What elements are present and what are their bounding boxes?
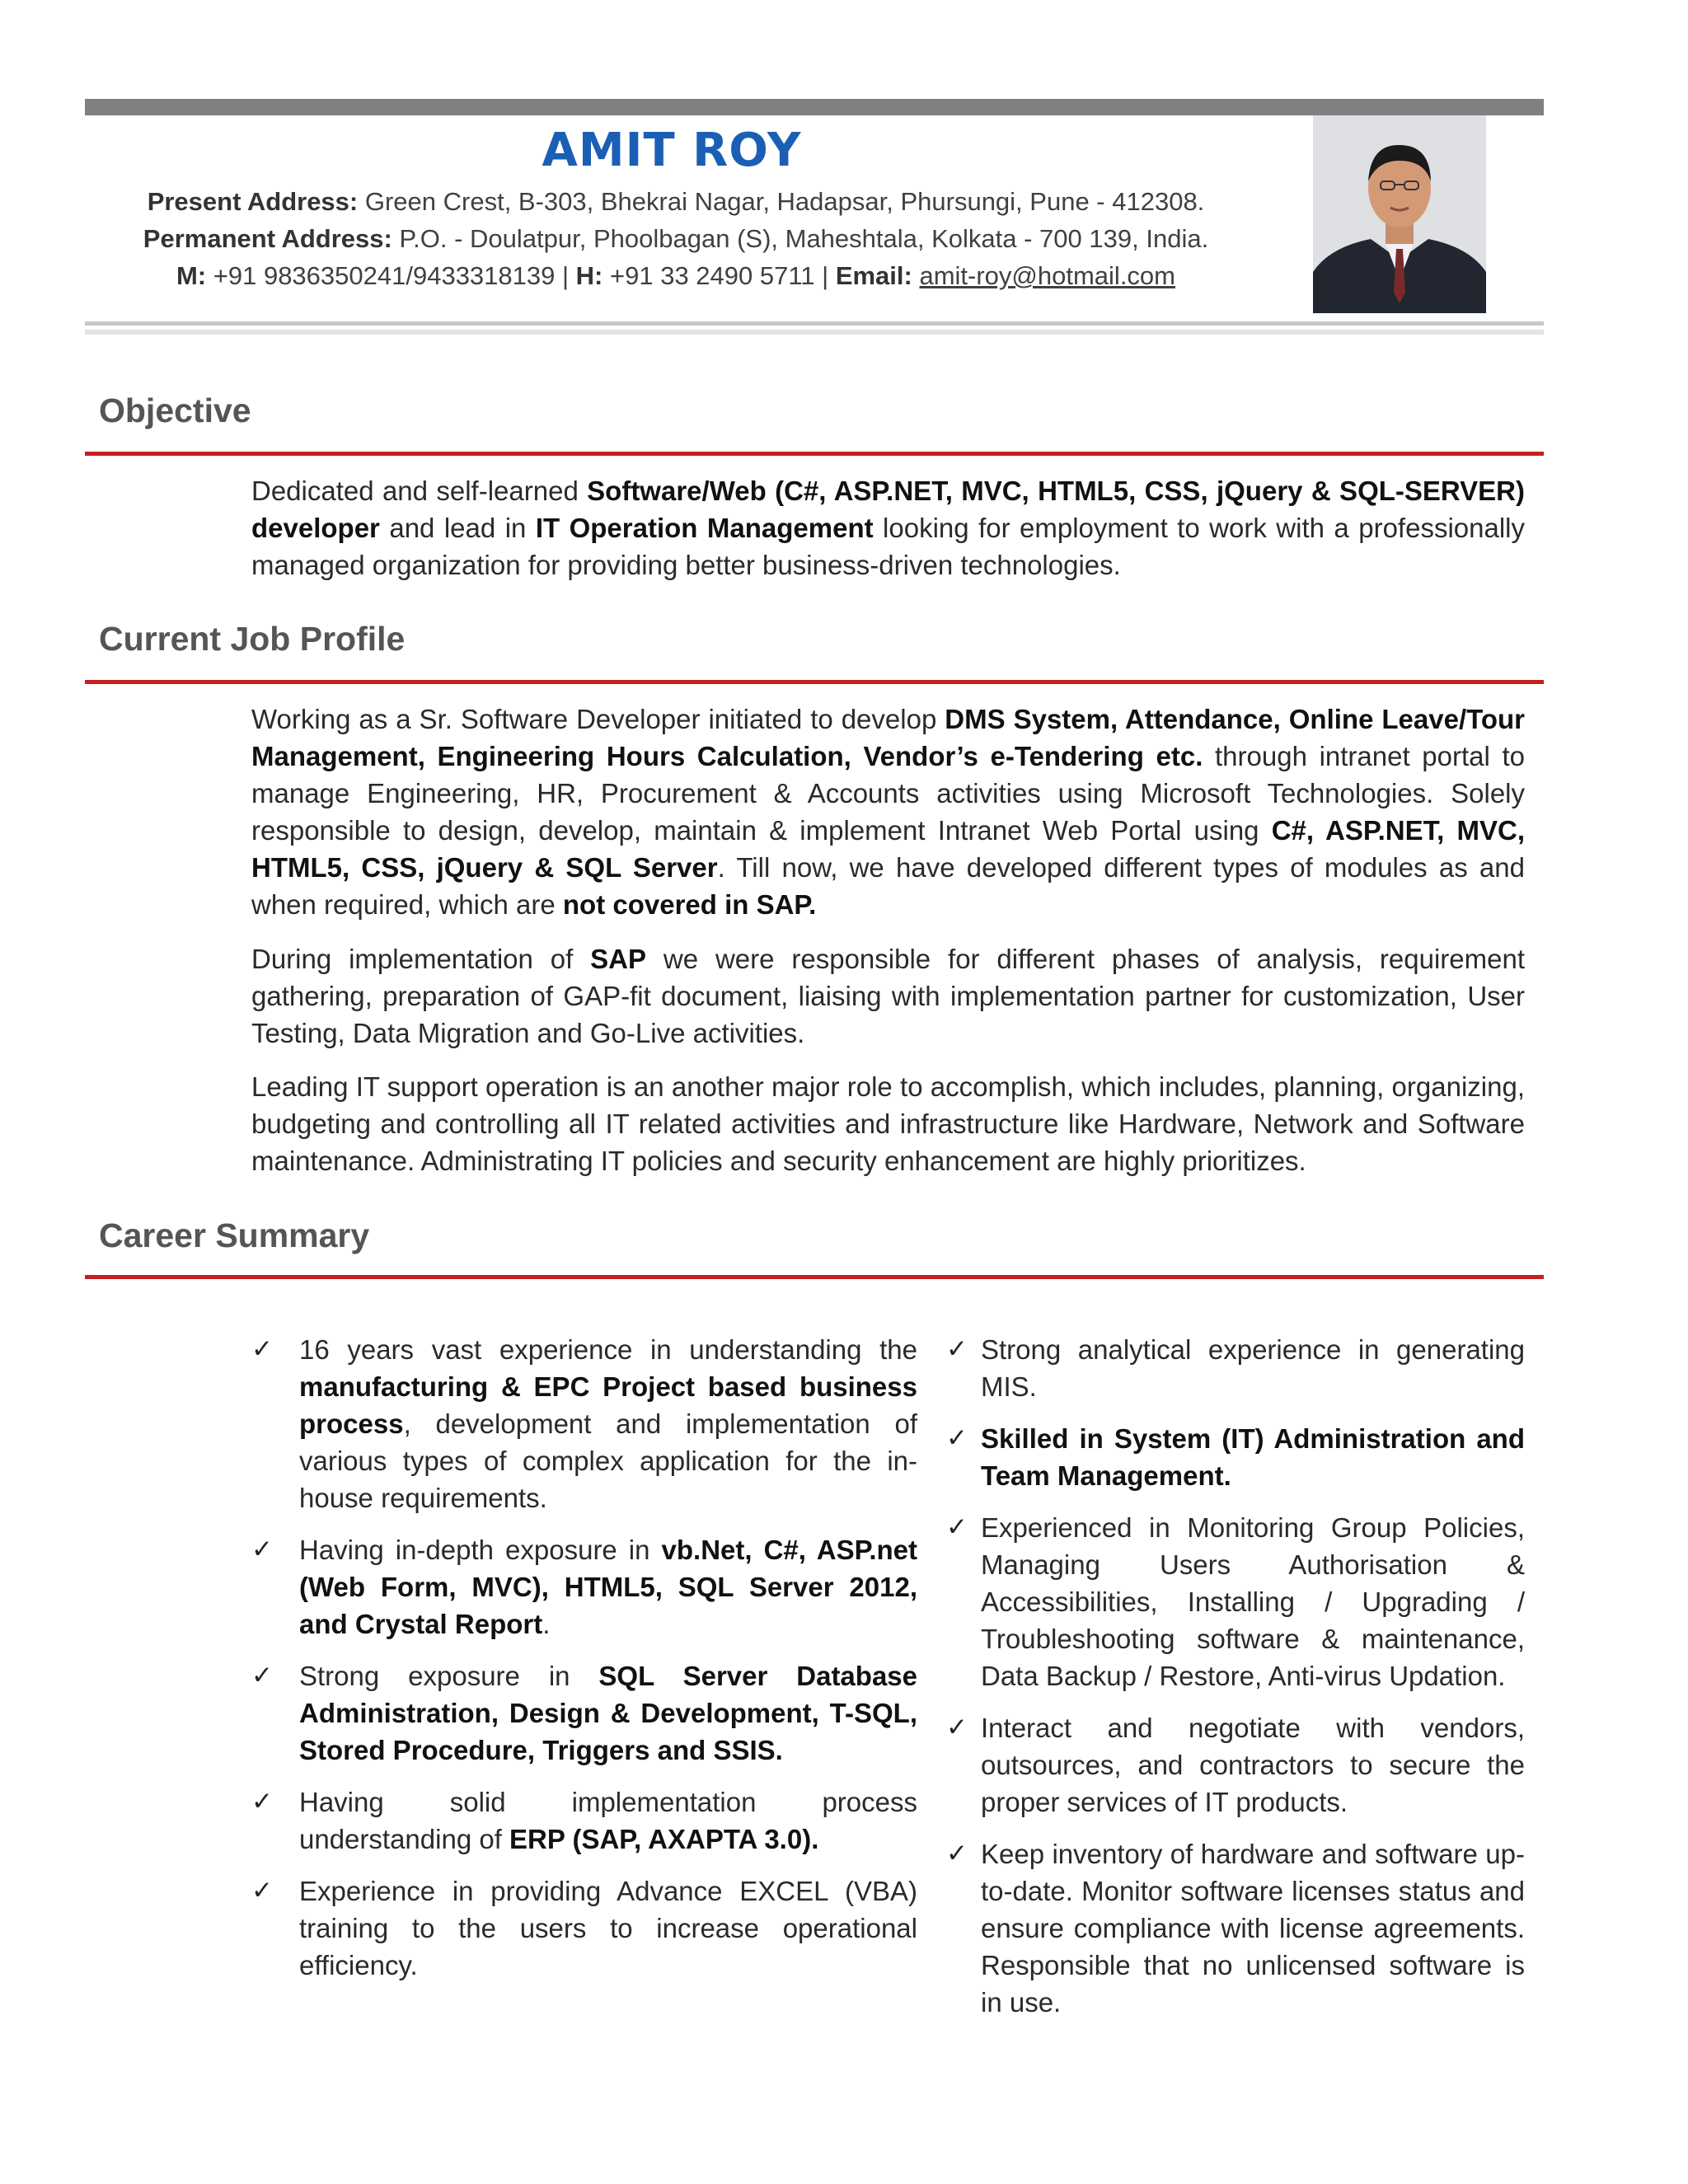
current-job-paragraph-2: During implementation of SAP we were responsible for different phases of analysis, requirement gathering, preparation of GAP-fit document, liaising with implementation partner for customization, User Testing, Data Migration and Go-Live activities. [251, 944, 1525, 1048]
check-icon: ✓ [946, 1423, 968, 1453]
list-item: ✓ Interact and negotiate with vendors, outsources, and contractors to secure the proper services of IT products. [946, 1709, 1525, 1821]
list-item: ✓ Strong analytical experience in generating MIS. [946, 1331, 1525, 1405]
header-top-bar [85, 99, 1544, 115]
check-icon: ✓ [946, 1512, 968, 1542]
header-divider [85, 321, 1544, 326]
header-divider-shadow [85, 330, 1544, 335]
career-summary-divider [85, 1275, 1544, 1279]
candidate-name: AMIT ROY [542, 124, 802, 177]
career-summary-title: Career Summary [99, 1216, 370, 1254]
permanent-address: Permanent Address: P.O. - Doulatpur, Phoolbagan (S), Maheshtala, Kolkata - 700 139, India. [143, 224, 1209, 253]
contact-line: M: +91 9836350241/9433318139 | H: +91 33 2490 5711 | Email: amit-roy@hotmail.com [176, 261, 1175, 290]
check-icon: ✓ [251, 1535, 273, 1564]
present-address: Present Address: Green Crest, B-303, Bhekrai Nagar, Hadapsar, Phursungi, Pune - 412308. [147, 187, 1205, 216]
list-item: ✓ Experience in providing Advance EXCEL (VBA) training to the users to increase operational efficiency. [251, 1872, 917, 1984]
list-item: ✓ Skilled in System (IT) Administration and Team Management. [946, 1420, 1525, 1494]
check-icon: ✓ [251, 1661, 273, 1690]
current-job-title: Current Job Profile [99, 620, 406, 658]
list-item: ✓ Experienced in Monitoring Group Policies, Managing Users Authorisation & Accessibilities, Installing / Upgrading / Troubleshooting software & maintenance, Data Backup / Restore, Anti-virus Updation. [946, 1509, 1525, 1694]
email-link[interactable]: amit-roy@hotmail.com [919, 261, 1175, 290]
list-item: ✓ Strong exposure in SQL Server Database Administration, Design & Development, T-SQL, Stored Procedure, Triggers and SSIS. [251, 1657, 917, 1769]
check-icon: ✓ [946, 1839, 968, 1868]
objective-divider [85, 452, 1544, 456]
career-right-column [946, 1331, 1525, 2036]
list-item: ✓ Having solid implementation process understanding of ERP (SAP, AXAPTA 3.0). [251, 1783, 917, 1858]
objective-text: Dedicated and self-learned Software/Web (C#, ASP.NET, MVC, HTML5, CSS, jQuery & SQL-SERVER) developer and lead in IT Operation Management looking for employment to work with a professionally managed organization for providing better business-driven technologies. [251, 476, 1526, 580]
check-icon: ✓ [946, 1713, 968, 1742]
career-left-column [251, 1331, 917, 1999]
check-icon: ✓ [251, 1787, 273, 1816]
list-item: ✓ Having in-depth exposure in vb.Net, C#, ASP.net (Web Form, MVC), HTML5, SQL Server 2012, and Crystal Report. [251, 1531, 917, 1643]
current-job-paragraph-3: Leading IT support operation is an another major role to accomplish, which includes, planning, organizing, budgeting and controlling all IT related activities and infrastructure like Hardware, Network and Software maintenance. Administrating IT policies and security enhancement are highly prioritizes. [251, 1071, 1525, 1176]
check-icon: ✓ [946, 1334, 968, 1364]
list-item: ✓ Keep inventory of hardware and software up-to-date. Monitor software licenses status and ensure compliance with license agreements. Responsible that no unlicensed software is in use. [946, 1835, 1525, 2021]
current-job-paragraph-1: Working as a Sr. Software Developer initiated to develop DMS System, Attendance, Online Leave/Tour Management, Engineering Hours Calculation, Vendor’s e-Tendering etc. through intranet portal to manage Engineering, HR, Procurement & Accounts activities using Microsoft Technologies. Solely responsible to design, develop, maintain & implement Intranet Web Portal using C#, ASP.NET, MVC, HTML5, CSS, jQuery & SQL Server. Till now, we have developed different types of modules as and when required, which are not covered in SAP. [251, 704, 1525, 920]
objective-title: Objective [99, 391, 251, 429]
check-icon: ✓ [251, 1876, 273, 1905]
current-job-divider [85, 680, 1544, 684]
profile-photo [1313, 115, 1486, 313]
profile-photo-graphic [1313, 115, 1486, 313]
check-icon: ✓ [251, 1334, 273, 1364]
list-item: ✓ 16 years vast experience in understanding the manufacturing & EPC Project based business process, development and implementation of various types of complex application for the in-house requirements. [251, 1331, 917, 1516]
